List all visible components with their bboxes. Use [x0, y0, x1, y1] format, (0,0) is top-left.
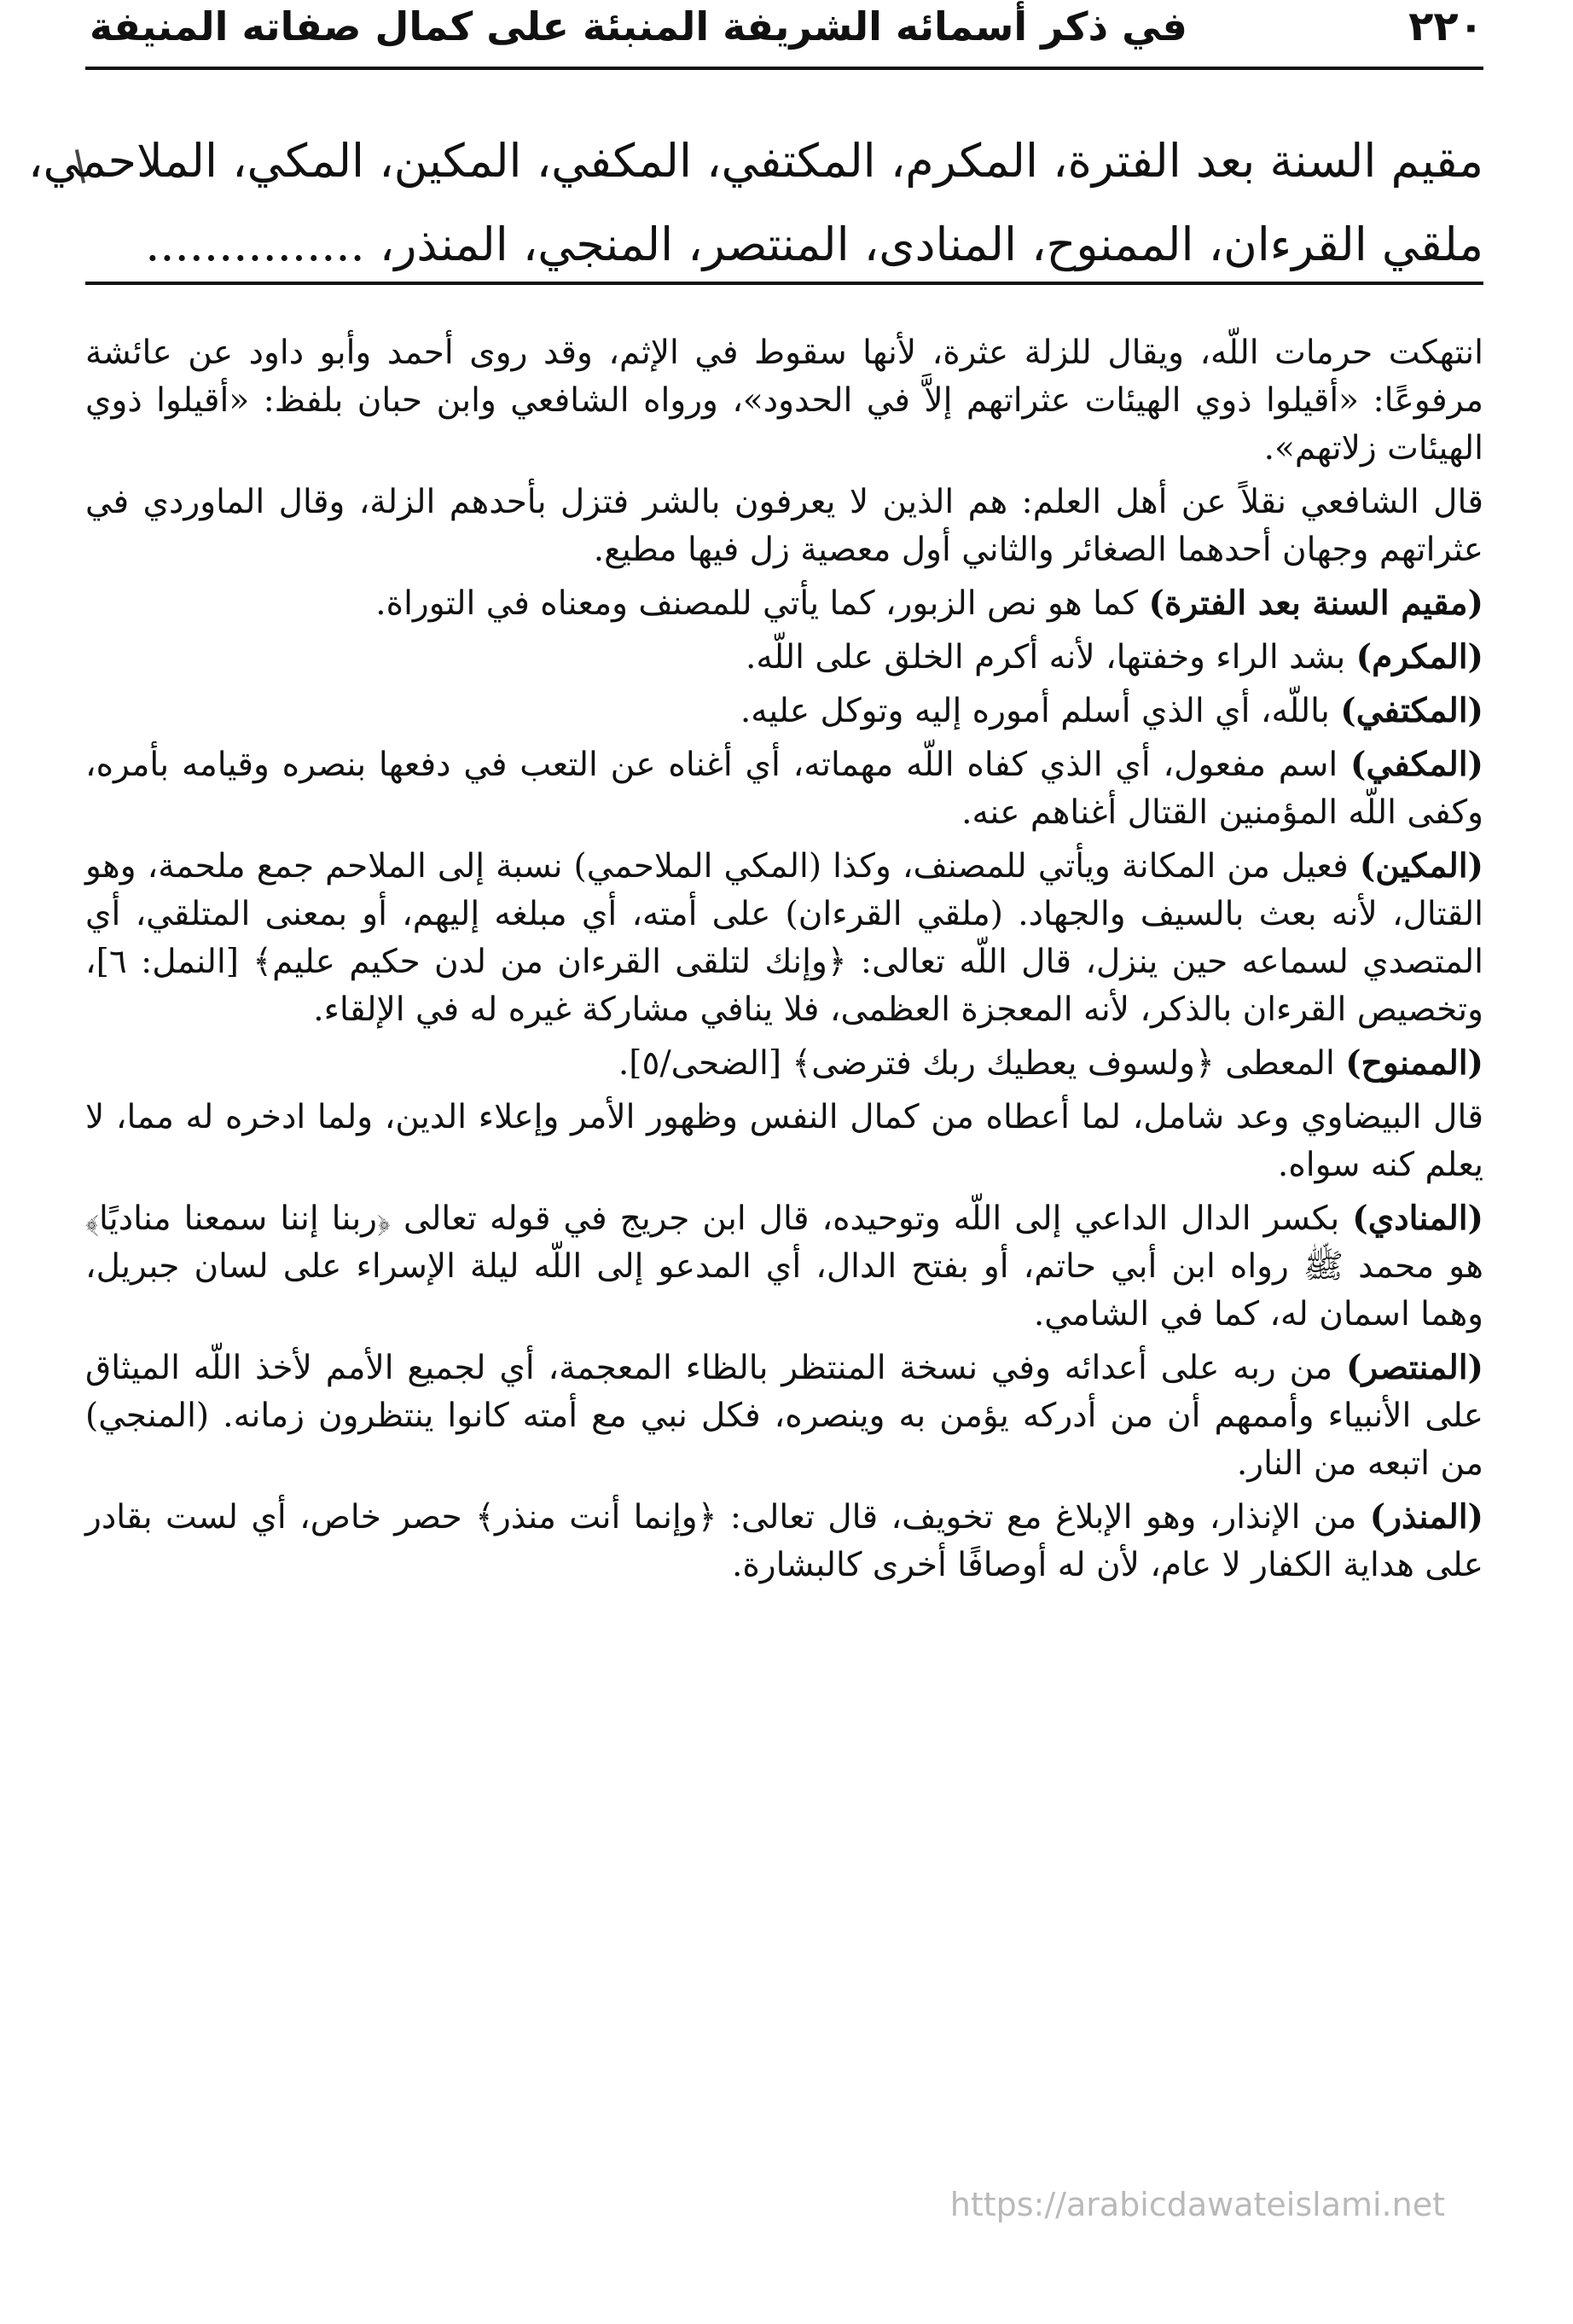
commentary-body — [85, 328, 1483, 1595]
paragraph-text: من ربه على أعدائه وفي نسخة المنتظر بالظاء المعجمة، أي لجميع الأمم لأخذ اللّه الميثاق على الأنبياء وأممهم أن من أدركه يؤمن به وينصره، فكل نبي مع أمته كانوا ينتظرون زمانه. (المنجي) من اتبعه من النار. — [85, 1349, 1483, 1483]
commentary-paragraph — [85, 633, 1483, 682]
lead-term: (مقيم السنة بعد الفترة) — [1148, 584, 1483, 623]
matn-excerpt — [28, 119, 1483, 287]
paragraph-text: باللّه، أي الذي أسلم أموره إليه وتوكل عليه. — [740, 692, 1341, 730]
commentary-paragraph — [85, 478, 1483, 574]
commentary-paragraph — [85, 741, 1483, 837]
commentary-paragraph — [85, 328, 1483, 473]
website-watermark: https://arabicdawateislami.net — [949, 2186, 1445, 2223]
paragraph-text: انتهكت حرمات اللّه، ويقال للزلة عثرة، لأنها سقوط في الإثم، وقد روى أحمد وأبو داود عن عائشة مرفوعًا: «أقيلوا ذوي الهيئات عثراتهم إلاَّ في الحدود»، ورواه الشافعي وابن حبان بلفظ: «أقيلوا ذوي الهيئات زلاتهم». — [85, 334, 1483, 468]
lead-term: (الممنوح) — [1345, 1043, 1483, 1083]
matn-line-2: ملقي القرءان، الممنوح، المنادى، المنتصر، المنجي، المنذر، ............... — [145, 218, 1483, 271]
page-number: ٢٢٠ — [1408, 3, 1483, 50]
commentary-paragraph — [85, 842, 1483, 1034]
lead-term: (المكتفي) — [1340, 691, 1483, 730]
paragraph-text: المعطى ﴿ولسوف يعطيك ربك فترضى﴾ [الضحى/٥]. — [618, 1044, 1346, 1083]
commentary-paragraph — [85, 1194, 1483, 1339]
paragraph-text: بكسر الدال الداعي إلى اللّه وتوحيده، قال ابن جريج في قوله تعالى ﴿ربنا إننا سمعنا مناديًا﴾ هو محمد ﷺ رواه ابن أبي حاتم، أو بفتح الدال، أي المدعو إلى اللّه ليلة الإسراء على لسان جبريل، وهما اسمان له، كما في الشامي. — [85, 1200, 1483, 1333]
paragraph-text: كما هو نص الزبور، كما يأتي للمصنف ومعناه في التوراة. — [375, 584, 1149, 623]
paragraph-text: اسم مفعول، أي الذي كفاه اللّه مهماته، أي أغناه عن التعب في دفعها بنصره وقيامه بأمره، وكفى اللّه المؤمنين القتال أغناهم عنه. — [85, 746, 1483, 832]
commentary-paragraph — [85, 1344, 1483, 1488]
excerpt-divider — [85, 282, 1483, 285]
commentary-paragraph — [85, 579, 1483, 628]
commentary-paragraph — [85, 1493, 1483, 1589]
header-divider — [85, 67, 1483, 70]
commentary-paragraph — [85, 687, 1483, 735]
commentary-paragraph — [85, 1039, 1483, 1088]
lead-term: (المكين) — [1359, 846, 1484, 886]
running-title: في ذكر أسمائه الشريفة المنبئة على كمال صفاته المنيفة — [90, 3, 1187, 49]
lead-term: (المكفي) — [1350, 745, 1483, 784]
commentary-paragraph — [85, 1093, 1483, 1189]
matn-line-1: مقيم السنة بعد الفترة، المكرم، المكتفي، المكفي، المكين، المكي، الملاحمي، — [28, 134, 1483, 188]
lead-term: (المنتصر) — [1345, 1348, 1483, 1387]
paragraph-text: من الإنذار، وهو الإبلاغ مع تخويف، قال تعالى: ﴿وإنما أنت منذر﴾ حصر خاص، أي لست بقادر على هداية الكفار لا عام، لأن له أوصافًا أخرى كالبشارة. — [85, 1498, 1483, 1584]
paragraph-text: قال البيضاوي وعد شامل، لما أعطاه من كمال النفس وظهور الأمر وإعلاء الدين، ولما ادخره له مما، لا يعلم كنه سواه. — [85, 1098, 1483, 1184]
paragraph-text: بشد الراء وخفتها، لأنه أكرم الخلق على اللّه. — [746, 638, 1356, 677]
paragraph-text: فعيل من المكانة ويأتي للمصنف، وكذا (المكي الملاحمي) نسبة إلى الملاحم جمع ملحمة، وهو القتال، لأنه بعث بالسيف والجهاد. (ملقي القرءان) على أمته، أي مبلغه إليهم، أو بمعنى المتلقي، أي المتصدي لسماعه حين ينزل، قال اللّه تعالى: ﴿وإنك لتلقى القرءان من لدن حكيم عليم﴾ [النمل: ٦]، وتخصيص القرءان بالذكر، لأنه المعجزة العظمى، فلا ينافي مشاركة غيره له في الإلقاء. — [85, 847, 1483, 1029]
page-header — [90, 0, 1483, 53]
lead-term: (المنادي) — [1352, 1199, 1483, 1238]
paragraph-text: قال الشافعي نقلاً عن أهل العلم: هم الذين لا يعرفون بالشر فتزل بأحدهم الزلة، وقال الماوردي في عثراتهم وجهان أحدهما الصغائر والثاني أول معصية زل فيها مطيع. — [85, 483, 1483, 569]
lead-term: (المنذر) — [1369, 1497, 1483, 1537]
lead-term: (المكرم) — [1355, 637, 1483, 677]
